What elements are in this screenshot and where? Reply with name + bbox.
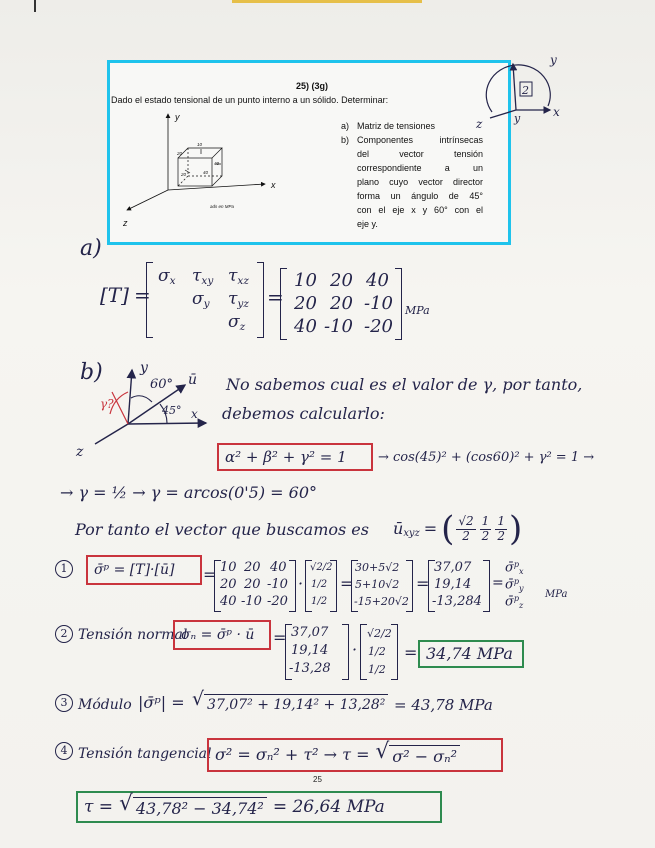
matrix-entry: -10 (267, 577, 288, 592)
step1-stress-matrix (214, 560, 296, 612)
tangential-stress-result-box (76, 791, 442, 823)
tangential-stress-formula-box (207, 738, 503, 772)
corner-upper-label: 2 (522, 84, 529, 97)
unit-vector-subscript: xyz (403, 528, 420, 540)
matrix-entry: -20 (364, 316, 393, 337)
cube-figure (115, 108, 290, 232)
stress-component: σ̄$^p_y$ (505, 577, 524, 593)
vector-component-fraction: $\frac{1}{2}$ (497, 514, 505, 543)
unit-vector-expression (393, 509, 523, 549)
stress-component: σ̄$^p_x$ (505, 560, 524, 576)
step-title: Tensión tangencial (78, 746, 212, 762)
corner-axes-sketch (470, 50, 565, 135)
cube-label: 20 (177, 151, 183, 156)
equals-sign: = (203, 565, 217, 584)
equals-sign: = (423, 519, 438, 538)
vector-entry: 19,14 (434, 577, 472, 592)
equals-sign: = (416, 574, 430, 593)
stress-vector-result (428, 560, 490, 612)
step2-unit-vector (360, 624, 398, 680)
dot-operator: · (352, 640, 358, 659)
vector-entry: 30+5√2 (355, 561, 400, 574)
item-a-text: Matriz de tensiones (357, 121, 436, 131)
direction-cosines-identity-box (217, 443, 373, 471)
matrix-entry: $\tau_{yz}$ (228, 289, 249, 311)
vector-entry: -15+20√2 (354, 595, 409, 608)
item-b-line: plano cuyo vector director (357, 177, 483, 187)
sketch-z-label: z (76, 444, 84, 460)
cube-label: 40 (214, 161, 220, 166)
tau-symbol: τ = (84, 796, 114, 817)
numeric-stress-matrix (280, 268, 402, 340)
item-b-line: con el eje x y 60° con el (357, 205, 483, 215)
explanation-line: debemos calcularlo: (222, 404, 385, 423)
step1-expression-vector (351, 560, 413, 612)
tau-radical (119, 791, 267, 818)
step-number-1: 1 (55, 560, 73, 578)
vector-entry: 1/2 (368, 645, 386, 658)
equals-sign: = (340, 574, 354, 593)
figure-z-axis (127, 190, 168, 210)
item-b-line: eje y. (357, 219, 378, 229)
explanation-line: No sabemos cual es el valor de γ, por tanto, (226, 375, 583, 394)
problem-number: 25) (3g) (296, 81, 329, 91)
normal-stress-result-box (418, 640, 524, 668)
dot-operator: · (298, 574, 304, 593)
matrix-entry: 40 (294, 316, 317, 337)
figure-z-label: z (123, 218, 128, 228)
vector-entry: -13,284 (432, 594, 482, 609)
matrix-entry: 20 (244, 560, 261, 575)
item-b-line: correspondiente a un (357, 163, 483, 173)
matrix-entry: 20 (294, 293, 317, 314)
cube-label: 10 (197, 142, 203, 147)
equals-sign: = (492, 575, 504, 591)
figure-y-label: y (175, 112, 180, 122)
vector-entry: 1/2 (368, 663, 386, 676)
sketch-gamma-label: γ? (100, 397, 114, 411)
equals-sign: = (134, 283, 151, 307)
radicand: 43,78² − 34,74² (133, 797, 267, 817)
unit-label: MPa (545, 589, 568, 600)
corner-y-label: y (550, 53, 557, 67)
item-b-marker: b) (341, 135, 350, 145)
stress-vector-formula: σ̄ᵖ = [T]·[ū] (94, 562, 175, 578)
sketch-vector-label: ū (188, 372, 198, 388)
vector-entry: 37,07 (291, 625, 329, 640)
vector-entry: 1/2 (311, 579, 328, 590)
paper-edge-mark (34, 0, 36, 12)
matrix-entry: 20 (220, 577, 237, 592)
part-a-label: a) (80, 236, 102, 261)
stress-vector-modulus: |σ̄ᵖ| = (138, 693, 185, 712)
vector-entry: 5+10√2 (355, 578, 400, 591)
radical-sign: √ (375, 739, 390, 764)
direction-vector-sketch (70, 358, 220, 460)
matrix-entry: $\sigma_y$ (192, 289, 210, 311)
vector-entry: √2/2 (367, 627, 392, 640)
step-title: Módulo (78, 697, 132, 713)
cosines-substitution: → cos(45)² + (cos60)² + γ² = 1 → (378, 450, 595, 465)
tangential-stress-formula: σ² = σₙ² + τ² → τ = (215, 745, 370, 764)
vector-entry: -13,28 (289, 661, 331, 676)
figure-x-axis (168, 184, 265, 190)
corner-lower-label: y (514, 112, 521, 125)
vector-entry: 1/2 (311, 596, 328, 607)
normal-stress-result: 34,74 MPa (426, 644, 513, 663)
matrix-entry: 40 (220, 594, 237, 609)
stress-vector-formula-box (86, 555, 202, 585)
vector-sentence: Por tanto el vector que buscamos es (75, 520, 369, 539)
cube-label: 40 (203, 170, 209, 175)
step-number-2: 2 (55, 625, 73, 643)
step-number-3: 3 (55, 694, 73, 712)
matrix-entry: $\sigma_x$ (158, 266, 176, 288)
equals-sign: = (404, 643, 418, 662)
matrix-entry: 40 (270, 560, 287, 575)
sketch-y-label: y (140, 360, 148, 376)
figure-x-label: x (271, 180, 276, 190)
radicand: σ² − σₙ² (389, 745, 460, 765)
sketch-angle-y: 60° (150, 377, 174, 392)
page-number: 25 (313, 775, 322, 784)
vector-component-fraction: $\frac{√2}{2}$ (458, 514, 474, 543)
cube-drawing (178, 148, 222, 186)
matrix-entry: 10 (294, 270, 317, 291)
problem-statement: Dado el estado tensional de un punto interno a un sólido. Determinar: (111, 95, 389, 105)
open-paren: ( (441, 509, 455, 549)
corner-z-label: z (476, 117, 483, 131)
step-number-4: 4 (55, 742, 73, 760)
item-b-line: forma un ángulo de 45° (357, 191, 483, 201)
stress-matrix-symbol: [T] (100, 283, 129, 307)
vector-component-fraction: $\frac{1}{2}$ (481, 514, 490, 543)
radical-sign: √ (192, 688, 205, 710)
unit-vector-symbol: ū (393, 519, 404, 538)
matrix-entry: -10 (364, 293, 393, 314)
normal-stress-formula-box (173, 620, 271, 650)
matrix-entry: -20 (267, 594, 288, 609)
vector-entry: 19,14 (291, 643, 329, 658)
direction-cosines-identity: α² + β² + γ² = 1 (225, 447, 347, 466)
matrix-entry: -10 (241, 594, 262, 609)
vector-entry: 37,07 (434, 560, 472, 575)
normal-stress-formula: σₙ = σ̄ᵖ · ū (181, 627, 255, 643)
item-a-marker: a) (341, 121, 350, 131)
matrix-entry: 10 (220, 560, 237, 575)
stress-component: σ̄$^p_z$ (505, 594, 524, 610)
matrix-entry: $\sigma_z$ (228, 312, 246, 334)
matrix-entry: -10 (324, 316, 353, 337)
item-b-line: Componentes intrínsecas (357, 135, 483, 145)
step1-unit-vector (305, 560, 337, 612)
unit-label: MPa (405, 304, 430, 317)
sketch-angle-x: 45° (162, 404, 182, 417)
radicand: 37,07² + 19,14² + 13,28² (204, 694, 388, 712)
symbolic-stress-matrix (146, 262, 264, 338)
modulus-result: = 43,78 MPa (394, 696, 493, 714)
part-b-label: b) (80, 360, 103, 385)
matrix-entry: 20 (244, 577, 261, 592)
matrix-entry: $\tau_{xz}$ (228, 266, 249, 288)
matrix-entry: 40 (366, 270, 389, 291)
sketch-x-label: x (191, 407, 198, 421)
tangential-stress-result: = 26,64 MPa (272, 796, 385, 817)
matrix-entry: 20 (330, 293, 353, 314)
step2-stress-vector (285, 624, 349, 680)
modulus-radical (192, 688, 388, 713)
cube-label: 20 (181, 172, 187, 177)
radical-sign: √ (119, 791, 133, 816)
step-title: Tensión normal (78, 627, 188, 643)
item-b-line: del vector tensión (357, 149, 483, 159)
paper-edge-strip (232, 0, 422, 3)
matrix-entry: $\tau_{xy}$ (192, 266, 214, 288)
matrix-entry: 20 (330, 270, 353, 291)
close-paren: ) (508, 509, 523, 549)
problem-box (107, 60, 511, 245)
vector-entry: √2/2 (310, 562, 333, 573)
corner-x-label: x (553, 105, 560, 119)
equals-sign: = (267, 285, 284, 309)
equals-sign: = (273, 628, 287, 647)
tangential-radical (375, 739, 461, 766)
figure-units-note: ads en MPa (210, 204, 235, 209)
gamma-result: → γ = ½ → γ = arcos(0'5) = 60° (60, 483, 318, 502)
